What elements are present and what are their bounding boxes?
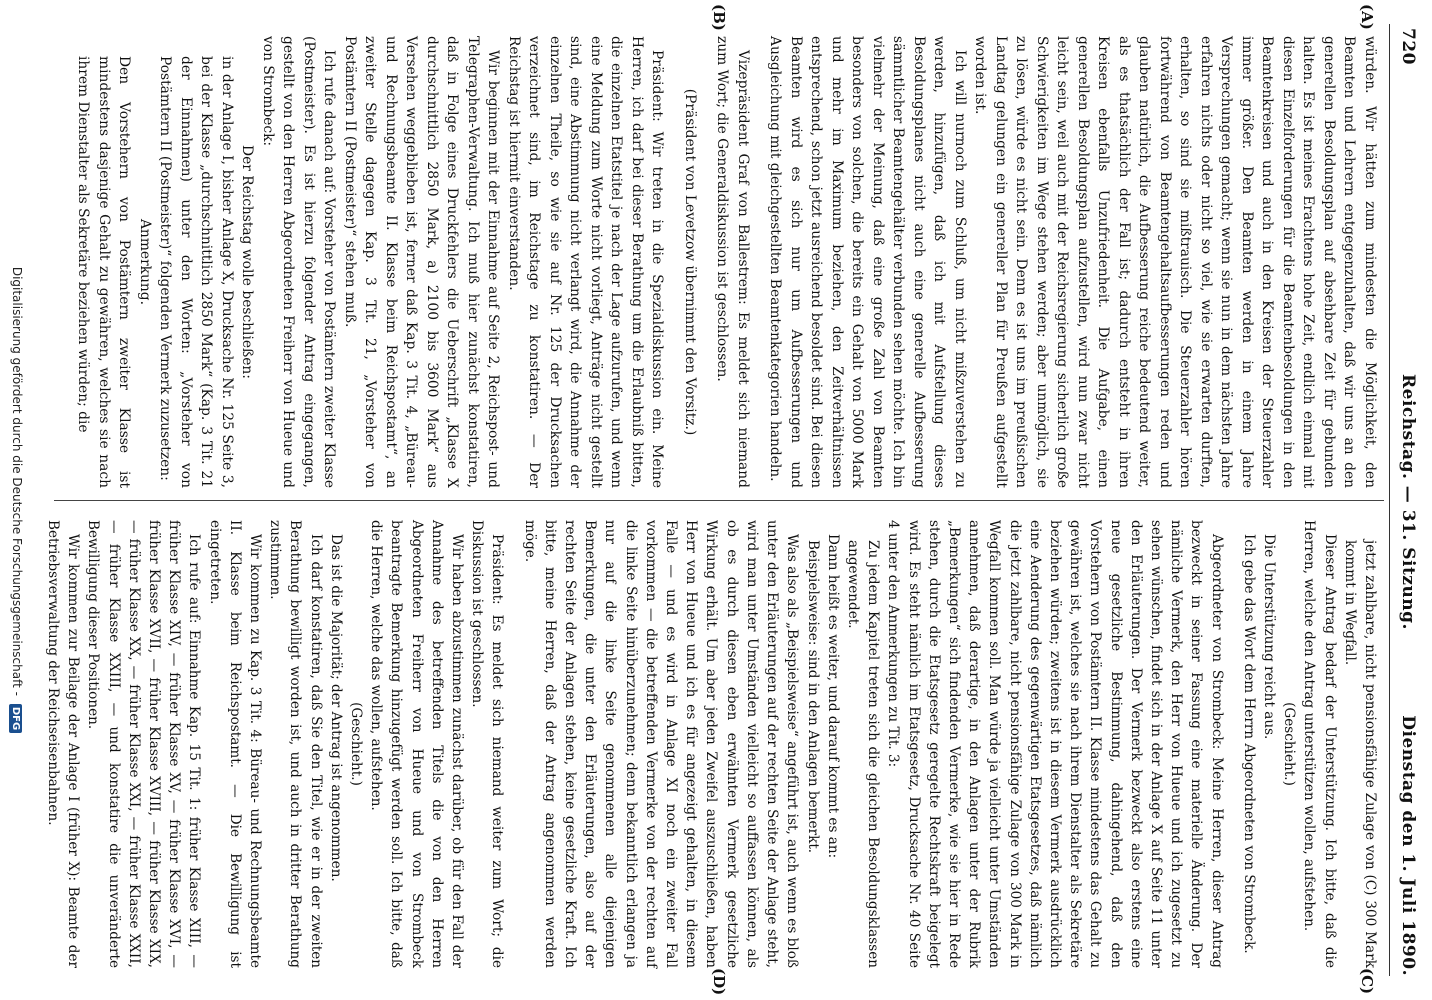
right-column bbox=[43, 520, 1380, 968]
paragraph: Das ist die Majorität; der Antrag ist angenommen. bbox=[327, 534, 344, 882]
vice-president-statement: Vizepräsident Graf von Ballestrem: Es meldet sich niemand zum Wort; die Generaldiskussion ist geschlossen. bbox=[714, 36, 751, 488]
session-date: Dienstag den 1. Juli 1890. bbox=[1398, 715, 1418, 976]
paragraph: Was also als „Beispielsweise“ angeführt ist, auch wenn es bloß unter den Erläuterungen auf der rechten Seite der Anlage steht, wird man unter Umständen vielleicht so auffassen können, als ob es durch diesen eben erwähnten Vermerk gesetzliche Wirkung erhält. Um aber jeden Zweifel auszuschließen, haben Herr von Hueue und ich es für angezeigt gehalten, in diesem Falle — und es wird in Anlage XI noch ein zweiter Fall vorkommen — die betreffenden Vermerke von der rechten auf die linke Seite hinüberzunehmen; denn bekanntlich erlangen ja nur auf die linke Seite genommenen alle diejenigen Bemerkungen, die unter den Erläuterungen, also auf der rechten Seite der Anlagen stehen, keine gesetzliche Kraft. Ich bitte, meine Herren, daß der Antrag angenommen werden möge. bbox=[521, 520, 801, 968]
note-heading: Anmerkung. bbox=[137, 218, 153, 306]
paragraph: jetzt zahlbare, nicht pensionsfähige Zulage von (C) 300 Mark kommt in Wegfall. bbox=[1341, 540, 1378, 968]
paragraph: Ich gebe das Wort dem Herrn Abgeordneten von Strombeck. bbox=[1240, 534, 1257, 954]
paragraph: Ich darf konstatiren, daß Sie den Titel, wie er in der zweiten Berathung bewilligt worden ist, und auch in dritter Berathung zustimmen. bbox=[267, 520, 324, 968]
page-header bbox=[1392, 28, 1418, 976]
footer-text: Digitalisierung gefördert durch die Deutsche Forschungsgemeinschaft - bbox=[10, 266, 24, 696]
page-title: Reichstag. — 31. Sitzung. bbox=[1398, 374, 1418, 630]
paragraph: würden. Wir hätten zum mindesten die Möglichkeit, den Beamten und Lehrern entgegenzuhalten, daß wir uns an den generellen Besoldungsplan auf absehbare Zeit für gebunden halten. Es ist meines Erachtens hohe Zeit, endlich einmal mit diesen Einzelforderungen für die Beamtenbesoldungen in den Beamtenkreisen und auch in den Kreisen der Steuerzahler immer größer. Den Beamten werden in einem Jahre Versprechungen gemacht; wenn sie nun in dem nächsten Jahre erfahren nichts oder nicht so viel, wie sie erwarten durften, erhalten, so sind sie mißtrauisch. Die Steuerzahler hören fortwährend von Beamtengehaltsaufbesserungen reden und glauben natürlich, die Aufbesserung reiche bedeutend weiter, als es thatsächlich der Fall ist; dadurch entsteht in ihren Kreisen ebenfalls Unzufriedenheit. Die Aufgabe, einen generellen Besoldungsplan aufzustellen, wird nun zwar nicht leicht sein, weil auch mit der Reichsregierung sicherlich große Schwierigkeiten im Wege stehen werden; aber unmöglich, sie zu lösen, würde es nicht sein. Denn es ist uns im preußischen Landtag gelungen ein genereller Plan für Preußen aufgestellt worden ist. bbox=[972, 36, 1378, 488]
paragraph: Wir beginnen mit der Einnahme auf Seite 2, Reichspost- und Telegraphen-Verwaltung. Ich muß hier zunächst konstatiren, daß in Folge eines Druckfehlers die Ueberschrift „Klasse X durchschnittlich 2850 Mark, a) 2100 bis 3600 Mark“ aus Versehen weggeblieben ist, ferner daß Kap. 3 Tit. 4, „Büreau- und Rechnungsbeamte II. Klasse beim Reichspostamt“, an zweiter Stelle dagegen Kap. 3 Tit. 21, „Vorsteher von Postämtern II (Postmeister)“ stehen muß. bbox=[342, 36, 502, 488]
margin-marker-a: (A) bbox=[1358, 4, 1376, 30]
paragraph: Die Unterstützung reicht aus. bbox=[1260, 534, 1277, 740]
chair-change-note: (Präsident von Levetzow übernimmt den Vorsitz.) bbox=[682, 88, 698, 436]
margin-marker-c: (C) bbox=[1358, 968, 1376, 995]
margin-marker-d: (D) bbox=[710, 968, 728, 996]
digitization-footer bbox=[9, 0, 24, 1000]
paragraph: Wir haben abzustimmen zunächst darüber, ob für den Fall der Annahme des betreffenden Titels die von den Herren Abgeordneten Freiherr von Hueue und von Strombeck beantragte Bemerkung hinzugefügt werden soll. Ich bitte, daß die Herren, welche das wollen, aufstehen. bbox=[368, 520, 466, 968]
stage-direction: (Geschieht.) bbox=[348, 702, 365, 786]
quoted-text: Beispielsweise: sind in den Anlagen bemerkt. bbox=[804, 540, 821, 854]
paragraph: Dann heißt es weiter, und darauf kommt es an: bbox=[824, 534, 841, 859]
quoted-text: Zu jedem Kapitel treten sich die gleichen Besoldungsklassen angewendet. bbox=[844, 540, 882, 968]
paragraph: Dieser Antrag bedarf der Unterstützung. Ich bitte, daß die Herren, welche den Antrag unterstützen wollen, aufstehen. bbox=[1301, 520, 1338, 968]
paragraph: Ich rufe auf: Einnahme Kap. 15 Tit. 1: früher Klasse XIII, — früher Klasse XIV, — früher Klasse XV, — früher Klasse XVI, — früher Klasse XVII, — früher Klasse XVIII, — früher Klasse XIX, — früher Klasse XX, — früher Klasse XXI, — früher Klasse XXII, — früher Klasse XXIII, — und konstatire die unveränderte Bewilligung dieser Positionen. bbox=[85, 520, 203, 968]
paragraph: Ich rufe danach auf: Vorsteher von Postämtern zweiter Klasse (Postmeister). Es ist hierzu folgender Antrag eingegangen, gestellt von den Herren Abgeordneten Freiherr von Hueue und von Strombeck: bbox=[260, 36, 338, 488]
paragraph: Ich will nurnoch zum Schluß, um nicht mißzuverstehen zu werden, hinzufügen, daß ich mit Aufstellung dieses Besoldungsplanes nicht auch eine generelle Aufbesserung sämmtlicher Beamtengehälter verbunden sehen möchte. Ich bin vielmehr der Meinung, daß eine große Zahl von Beamten besonders von solchen, die bereits ein Gehalt von 5000 Mark und mehr im Maximum beziehen, den Zeitverhältnissen entsprechend, schon jetzt ausreichend besoldet sind. Bei diesen Beamten wird es sich nur um Aufbesserungen und Ausgleichung mit gleichgestellten Beamtenkategorien handeln. bbox=[767, 36, 968, 488]
motion-text: in der Anlage I, bisher Anlage X, Drucksache Nr. 125 Seite 3, bei der Klasse „durchschnittlich 2850 Mark“ (Kap. 3 Tit. 21 der Einnahmen) unter den Worten: „Vorsteher von Postämtern II (Postmeister)“ folgenden Vermerk zuzusetzen: bbox=[157, 56, 235, 488]
left-column bbox=[73, 36, 1380, 488]
president-statement: Präsident: Wir treten in die Spezialdiskussion ein. Meine Herren, ich darf bei dieser Berathung um die Erlaubniß bitten, die einzelnen Etatstitel je nach der Lage aufzurufen, und wenn eine Meldung zum Worte nicht vorliegt, Anträge nicht gestellt sind, eine Abstimmung nicht verlangt wird, die Annahme der einzelnen Theile, so wie sie auf Nr. 125 der Drucksachen verzeichnet sind, im Reichstage zu konstatiren. — Der Reichstag ist hiermit einverstanden. bbox=[506, 36, 666, 488]
column-divider bbox=[54, 500, 1384, 501]
stage-direction: (Geschieht.) bbox=[1281, 702, 1298, 786]
page-number: 720 bbox=[1398, 28, 1418, 65]
header-rule bbox=[1389, 24, 1390, 976]
speech-strombeck: Abgeordneter von Strombeck: Meine Herren, dieser Antrag bezweckt in seiner Fassung eine materielle Änderung. Der nämliche Vermerk, den Herr von Hueue und ich zugesetzt zu sehen wünschen, findet sich in der Anlage X auf Seite 11 unter den Erläuterungen. Der Vermerk bezweckt also erstens eine neue gesetzliche Bestimmung, dahingehend, daß den Vorstehern von Postämtern II. Klasse mindestens das Gehalt zu gewähren ist, welches sie nach ihrem Dienstalter als Sekretäre beziehen würden; zweitens ist in diesem Vermerk ausdrücklich eine Aenderung des gegenwärtigen Etatsgesetzes, daß nämlich die jetzt zahlbare, nicht pensionsfähige Zulage von 300 Mark in Wegfall kommen soll. Man würde ja vielleicht unter Umständen annehmen, daß derartige, in den Anlagen unter der Rubrik „Bemerkungen“ sich findenden Vermerke, wie sie hier in Rede stehen, durch die Etatsgesetz geregelte Rechtskraft beigelegt wird. Es steht nämlich im Etatsgesetz, Drucksache Nr. 40 Seite 4 unter den Anmerkungen zu Tit. 3: bbox=[885, 520, 1225, 968]
dfg-logo: DFG bbox=[9, 704, 22, 733]
paragraph: Wir kommen zur Beilage der Anlage I (früher X): Beamte der Betriebsverwaltung der Reichseisenbahnen. bbox=[45, 520, 82, 968]
paragraph: Wir kommen zu Kap. 3 Tit. 4: Büreau- und Rechnungsbeamte II. Klasse beim Reichspostamt. — Die Bewilligung ist eingetreten. bbox=[206, 520, 264, 968]
president-statement: Präsident: Es meldet sich niemand weiter zum Wort; die Diskussion ist geschlossen. bbox=[469, 520, 506, 968]
note-text: Den Vorstehern von Postämtern zweiter Klasse ist mindestens dasjenige Gehalt zu gewähren, welches sie nach ihrem Dienstalter als Sekretäre beziehen würden; die bbox=[75, 56, 133, 488]
margin-marker-b: (B) bbox=[710, 4, 728, 31]
motion-intro: Der Reichstag wolle beschließen: bbox=[239, 145, 256, 379]
